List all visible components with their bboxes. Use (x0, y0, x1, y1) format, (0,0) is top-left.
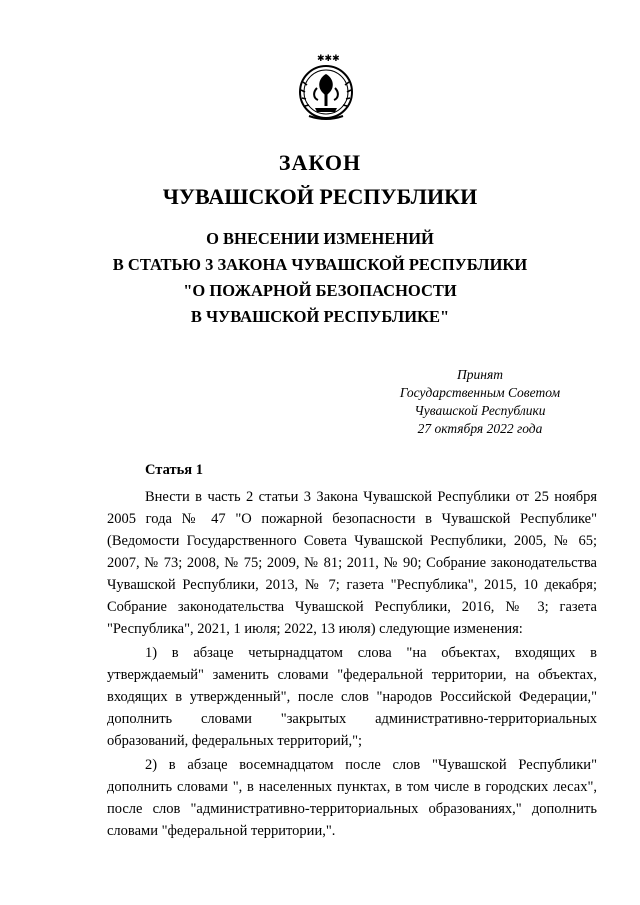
republic-title: ЧУВАШСКОЙ РЕСПУБЛИКИ (162, 184, 478, 209)
adoption-date: 27 октября 2022 года (417, 421, 543, 436)
law-title: ЗАКОН (278, 150, 362, 175)
adoption-note (395, 366, 565, 438)
svg-text:✱✱✱: ✱✱✱ (317, 54, 340, 64)
subtitle-line: "О ПОЖАРНОЙ БЕЗОПАСНОСТИ (183, 281, 457, 300)
article-paragraph: 2) в абзаце восемнадцатом после слов "Чувашской Республики" дополнить словами ", в населенных пунктах, в том числе в городских лесах", после слов "административно-территориальных образованиях," дополнить словами "федеральной территории,". (107, 757, 597, 839)
article-body (107, 486, 597, 844)
adoption-line: Чувашской Республики (414, 403, 546, 418)
coat-of-arms-icon (295, 52, 357, 122)
article-paragraph: 1) в абзаце четырнадцатом слова "на объектах, входящих в утверждаемый" заменить словами "федеральной территории, на объектах, входящих в утвержденный", после слов "народов Российской Федерации," дополнить словами "закрытых административно-территориальных образований, федеральных территорий,"; (107, 645, 597, 749)
adoption-line: Государственным Советом (399, 385, 561, 400)
article-heading: Статья 1 (145, 462, 203, 478)
subtitle-line: В СТАТЬЮ 3 ЗАКОНА ЧУВАШСКОЙ РЕСПУБЛИКИ (112, 255, 528, 274)
adoption-line: Принят (457, 367, 503, 382)
subtitle-line: В ЧУВАШСКОЙ РЕСПУБЛИКЕ" (190, 307, 450, 326)
subtitle-line: О ВНЕСЕНИИ ИЗМЕНЕНИЙ (206, 229, 434, 248)
article-paragraph: Внести в часть 2 статьи 3 Закона Чувашской Республики от 25 ноября 2005 года № 47 "О пожарной безопасности в Чувашской Республике" (Ведомости Государственного Совета Чувашской Республики, 2005, № 65; 2007, № 73; 2008, № 75; 2009, № 81; 2011, № 90; Собрание законодательства Чувашской Республики, 2013, № 7; газета "Республика", 2015, 10 декабря; Собрание законодательства Чувашской Республики, 2016, № 3; газета "Республика", 2021, 1 июля; 2022, 13 июля) следующие изменения: (107, 489, 597, 637)
law-subtitle (0, 226, 640, 330)
